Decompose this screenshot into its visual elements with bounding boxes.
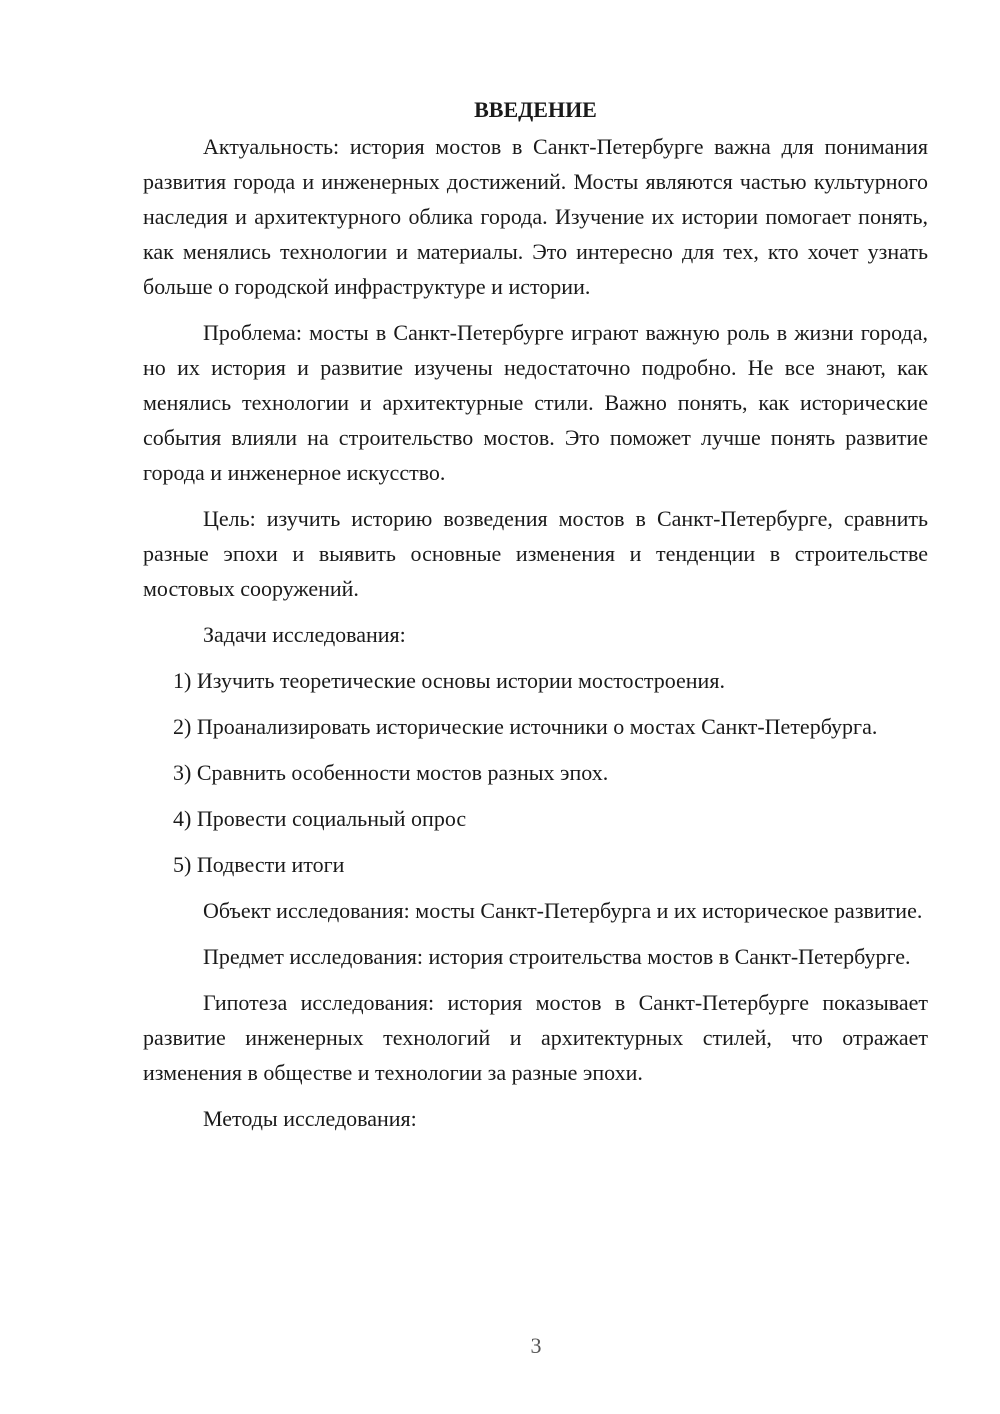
list-item: 4) Провести социальный опрос: [173, 806, 467, 831]
section-title: ВВЕДЕНИЕ: [474, 97, 597, 122]
list-item: 1) Изучить теоретические основы истории мостостроения.: [173, 668, 725, 693]
subject-paragraph: Предмет исследования: история строительства мостов в Санкт-Петербурге.: [203, 944, 911, 969]
tasks-list: [143, 663, 928, 882]
object-paragraph: Объект исследования: мосты Санкт-Петербурга и их историческое развитие.: [203, 898, 923, 923]
tasks-heading: Задачи исследования:: [203, 622, 406, 647]
relevance-paragraph: Актуальность: история мостов в Санкт-Петербурге важна для понимания развития города и инженерных достижений. Мосты являются частью культурного наследия и архитектурного облика города. Изучение их истории помогает понять, как менялись технологии и материалы. Это интересно для тех, кто хочет узнать больше о городской инфраструктуре и истории.: [143, 134, 928, 299]
list-item: 2) Проанализировать исторические источники о мостах Санкт-Петербурга.: [173, 714, 878, 739]
page-number: 3: [530, 1333, 542, 1358]
hypothesis-paragraph: Гипотеза исследования: история мостов в Санкт-Петербурге показывает развитие инженерных технологий и архитектурных стилей, что отражает изменения в обществе и технологии за разные эпохи.: [143, 990, 928, 1085]
list-item: 5) Подвести итоги: [173, 852, 345, 877]
methods-heading: Методы исследования:: [203, 1106, 417, 1131]
document-page: [143, 92, 928, 1147]
goal-paragraph: Цель: изучить историю возведения мостов в Санкт-Петербурге, сравнить разные эпохи и выявить основные изменения и тенденции в строительстве мостовых сооружений.: [143, 506, 928, 601]
list-item: 3) Сравнить особенности мостов разных эпох.: [173, 760, 609, 785]
problem-paragraph: Проблема: мосты в Санкт-Петербурге играют важную роль в жизни города, но их история и развитие изучены недостаточно подробно. Не все знают, как менялись технологии и архитектурные стили. Важно понять, как исторические события влияли на строительство мостов. Это поможет лучше понять развитие города и инженерное искусство.: [143, 320, 928, 485]
